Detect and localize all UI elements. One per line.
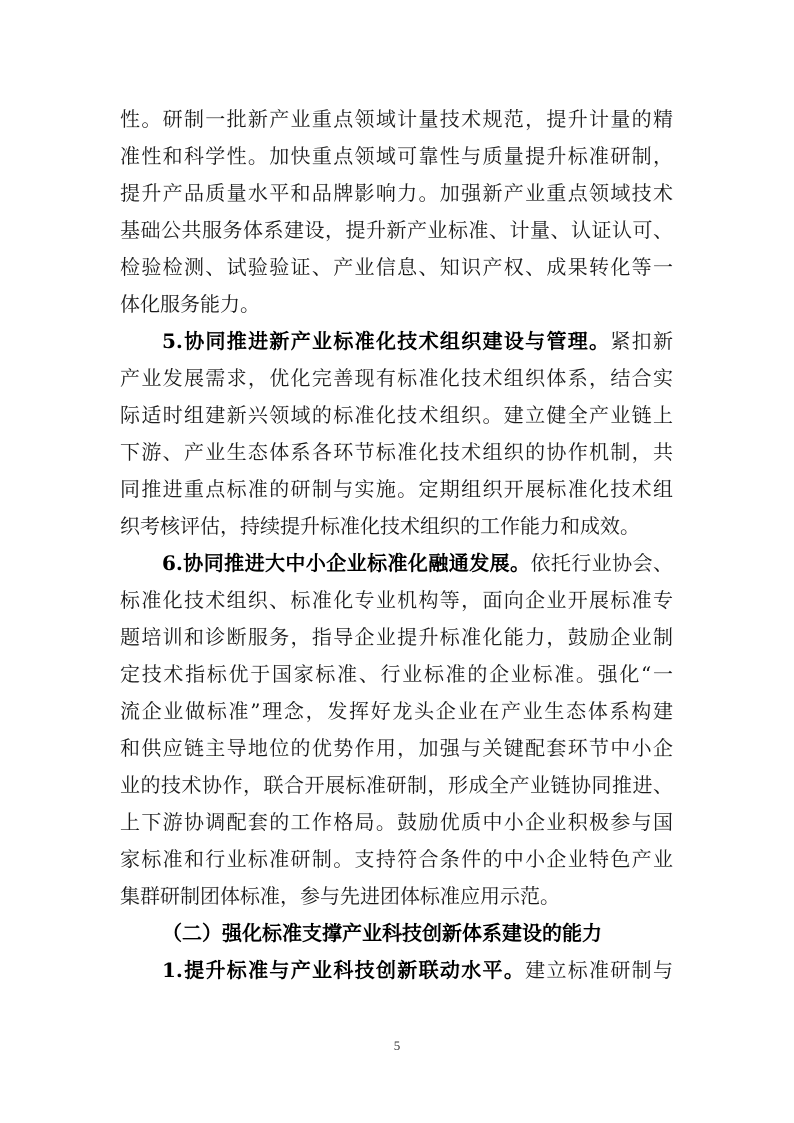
item-5-title: 5.协同推进新产业标准化技术组织建设与管理。 — [162, 329, 611, 353]
item-1-first-line — [120, 952, 673, 989]
item-5-paragraph — [120, 323, 673, 545]
text-line: 检验检测、试验验证、产业信息、知识产权、成果转化等一 — [120, 255, 673, 279]
text-line: 和供应链主导地位的优势作用，加强与关键配套环节中小企 — [120, 736, 673, 760]
document-body — [120, 101, 673, 989]
text-line: 准性和科学性。加快重点领域可靠性与质量提升标准研制， — [120, 144, 673, 168]
text-line: 体化服务能力。 — [120, 292, 260, 316]
page-number: 5 — [393, 1038, 401, 1053]
item-1-title: 1.提升标准与产业科技创新联动水平。 — [162, 958, 526, 982]
text-line: 上下游协调配套的工作格局。鼓励优质中小企业积极参与国 — [120, 810, 673, 834]
text-line: 提升产品质量水平和品牌影响力。加强新产业重点领域技术 — [120, 181, 673, 205]
text-line: 际适时组建新兴领域的标准化技术组织。建立健全产业链上 — [120, 403, 673, 427]
text-line: 同推进重点标准的研制与实施。定期组织开展标准化技术组 — [120, 477, 673, 501]
text-line: 织考核评估，持续提升标准化技术组织的工作能力和成效。 — [120, 514, 640, 538]
item-6-text: 依托行业协会、 — [530, 551, 673, 575]
text-line: 题培训和诊断服务，指导企业提升标准化能力，鼓励企业制 — [120, 625, 673, 649]
text-line: 下游、产业生态体系各环节标准化技术组织的协作机制，共 — [120, 440, 673, 464]
item-5-first-line — [120, 323, 673, 360]
paragraph-continuation — [120, 101, 673, 323]
text-line: 基础公共服务体系建设，提升新产业标准、计量、认证认可、 — [120, 218, 673, 242]
text-line: 家标准和行业标准研制。支持符合条件的中小企业特色产业 — [120, 847, 673, 871]
item-1-paragraph — [120, 952, 673, 989]
text-line: 产业发展需求，优化完善现有标准化技术组织体系，结合实 — [120, 366, 673, 390]
text-line: 集群研制团体标准，参与先进团体标准应用示范。 — [120, 884, 560, 908]
text-line: 性。研制一批新产业重点领域计量技术规范，提升计量的精 — [120, 107, 673, 131]
section-heading: （二）强化标准支撑产业科技创新体系建设的能力 — [162, 921, 602, 945]
text-line: 定技术指标优于国家标准、行业标准的企业标准。强化“一 — [120, 662, 673, 686]
item-6-first-line — [120, 545, 673, 582]
item-1-text: 建立标准研制与 — [525, 958, 673, 982]
text-line: 标准化技术组织、标准化专业机构等，面向企业开展标准专 — [120, 588, 673, 612]
item-6-paragraph — [120, 545, 673, 915]
text-line: 业的技术协作，联合开展标准研制，形成全产业链协同推进、 — [120, 773, 673, 797]
item-5-text: 紧扣新 — [610, 329, 673, 353]
item-6-title: 6.协同推进大中小企业标准化融通发展。 — [162, 551, 531, 575]
text-line: 流企业做标准”理念，发挥好龙头企业在产业生态体系构建 — [120, 699, 673, 723]
